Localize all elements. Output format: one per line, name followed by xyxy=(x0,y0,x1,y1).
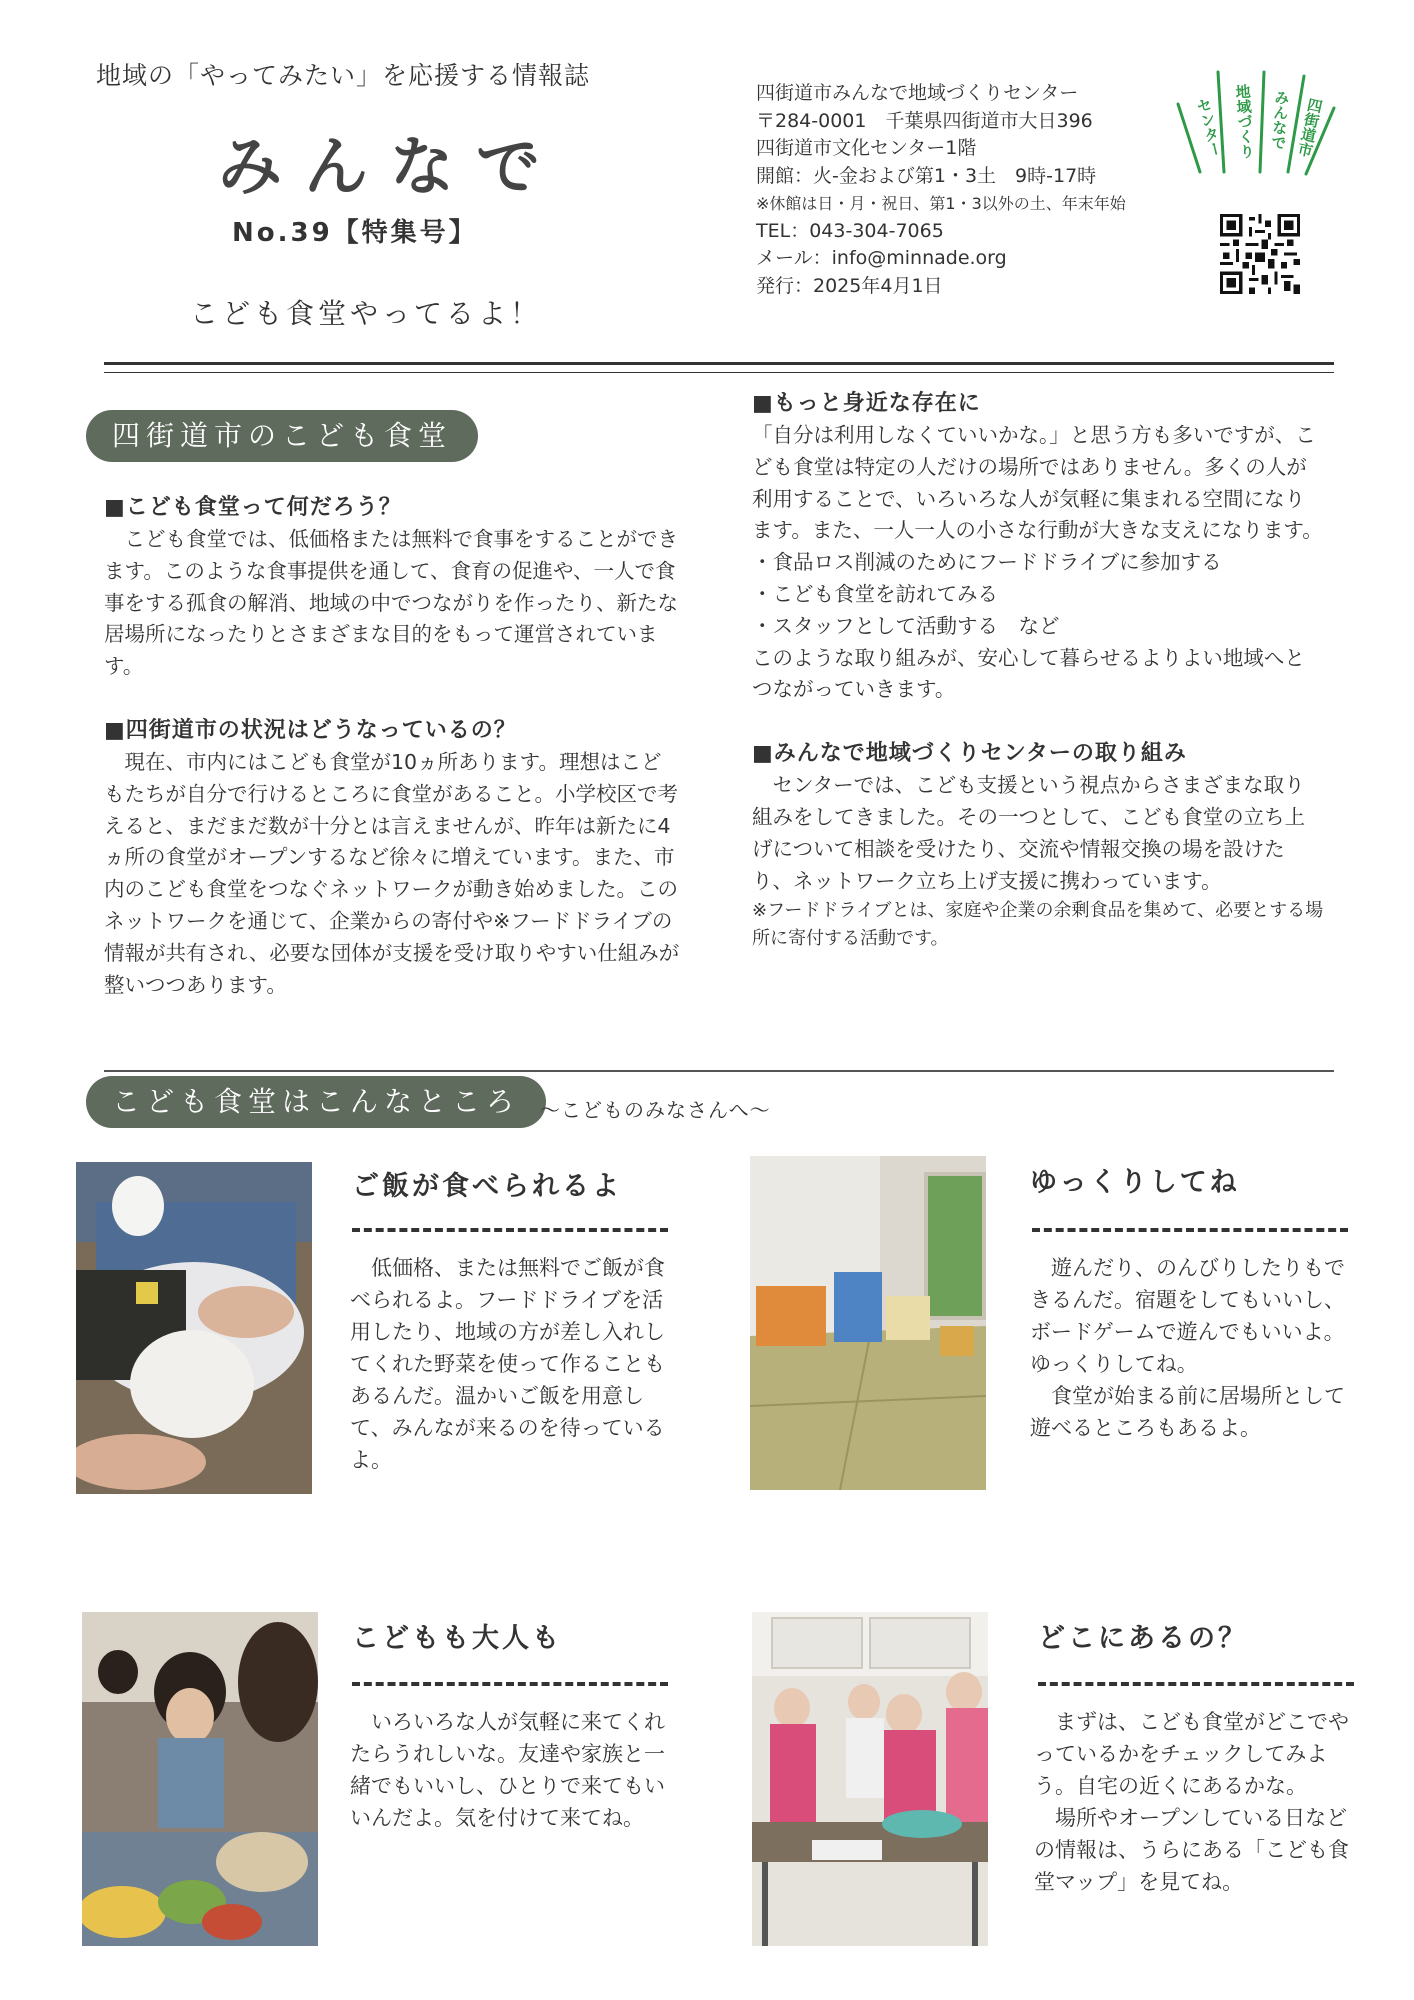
center-hours: 開館：火-金および第1・3土 9時-17時 xyxy=(756,164,1097,187)
box-text: 場所やオープンしている日などの情報は、うらにある「こども食堂マップ」を見てね。 xyxy=(1034,1806,1349,1894)
photo-staff-kitchen xyxy=(752,1612,988,1946)
center-address: 〒284-0001 千葉県四街道市大日396 xyxy=(756,109,1093,132)
logo-text-2: みんなで xyxy=(1268,89,1291,151)
box-body-eat xyxy=(350,1252,680,1476)
box-text: いろいろな人が気軽に来てくれたらうれしいな。友達や家族と一緒でもいいし、ひとりで来てもいいんだよ。気を付けて来てね。 xyxy=(350,1710,665,1830)
photo-children-food xyxy=(82,1612,318,1946)
published-date: 発行：2025年4月1日 xyxy=(756,274,943,297)
list-item: ・こども食堂を訪れてみる xyxy=(752,581,998,606)
section-title-kodomo-shokudo: 四街道市のこども食堂 xyxy=(86,410,478,462)
tagline: 地域の「やってみたい」を応援する情報誌 xyxy=(96,61,591,90)
section-subtitle: ～こどものみなさんへ～ xyxy=(540,1098,771,1122)
body-closer: 「自分は利用しなくていいかな。」と思う方も多いですが、こども食堂は特定の人だけの場所ではありません。多くの人が利用することで、いろいろな人が気軽に集まれる空間になります。また、一人一人の小さな行動が大きな支えになります。 xyxy=(752,423,1323,543)
photo-rice-balls xyxy=(76,1162,312,1494)
body-center-efforts: センターでは、こども支援という視点からさまざまな取り組みをしてきました。その一つとして、こども食堂の立ち上げについて相談を受けたり、交流や情報交換の場を設けたり、ネットワーク立ち上げ支援に携わっています。 xyxy=(752,773,1306,893)
feature-headline: こども食堂やってるよ！ xyxy=(190,297,543,330)
left-column xyxy=(104,492,680,1001)
header-divider-thin xyxy=(104,372,1334,373)
center-info xyxy=(756,80,1126,300)
body-closer-end: このような取り組みが、安心して暮らせるよりよい地域へとつながっていきます。 xyxy=(752,645,1305,702)
qr-code-icon[interactable] xyxy=(1220,214,1300,294)
box-text: 食堂が始まる前に居場所として遊べるところもあるよ。 xyxy=(1030,1384,1345,1440)
box-heading-where: どこにあるの？ xyxy=(1038,1623,1248,1654)
center-closed-days: ※休館は日・月・祝日、第1・3以外の土、年末年始 xyxy=(756,194,1126,213)
body-what-is: こども食堂では、低価格または無料で食事をすることができます。このような食事提供を通して、食育の促進や、一人で食事をする孤食の解消、地域の中でつながりを作ったり、新たな居場所になったりとさまざまな目的をもって運営されています。 xyxy=(104,527,678,679)
heading-city-status: ■四街道市の状況はどうなっているの？ xyxy=(104,717,517,743)
list-item: ・スタッフとして活動する など xyxy=(752,613,1060,638)
center-name: 四街道市みんなで地域づくりセンター xyxy=(756,82,1079,104)
box-body-where xyxy=(1034,1706,1364,1898)
box-heading-everyone: こどもも大人も xyxy=(352,1623,562,1654)
dashed-divider xyxy=(352,1228,668,1232)
heading-what-is: ■こども食堂って何だろう？ xyxy=(104,495,402,520)
logo-text-1: 四街道市 xyxy=(1294,96,1325,159)
box-text: 遊んだり、のんびりしたりもできるんだ。宿題をしてもいいし、ボードゲームで遊んでもいいよ。ゆっくりしてね。 xyxy=(1030,1256,1345,1376)
center-tel: TEL：043-304-7065 xyxy=(756,219,944,242)
list-item: ・食品ロス削減のためにフードドライブに参加する xyxy=(752,550,1222,575)
section-divider xyxy=(104,1070,1334,1072)
food-drive-note: ※フードドライブとは、家庭や企業の余剰食品を集めて、必要とする場所に寄付する活動です。 xyxy=(752,900,1324,950)
heading-center-efforts: ■みんなで地域づくりセンターの取り組み xyxy=(752,741,1187,767)
dashed-divider xyxy=(352,1682,668,1686)
center-building: 四街道市文化センター1階 xyxy=(756,137,977,159)
section-title-like-this: こども食堂はこんなところ xyxy=(86,1076,546,1128)
box-heading-eat: ご飯が食べられるよ xyxy=(352,1171,622,1202)
photo-play-room xyxy=(750,1156,986,1490)
box-text: 低価格、または無料でご飯が食べられるよ。フードドライブを活用したり、地域の方が差し入れしてくれた野菜を使って作ることもあるんだ。温かいご飯を用意して、みんなが来るのを待っているよ。 xyxy=(350,1256,665,1472)
newsletter-title: みんなで xyxy=(218,131,562,205)
center-mail[interactable]: メール：info@minnade.org xyxy=(756,247,1007,269)
heading-closer: ■もっと身近な存在に xyxy=(752,391,981,416)
issue-number: No.39【特集号】 xyxy=(232,218,478,248)
center-logo-icon xyxy=(1176,68,1336,178)
body-city-status: 現在、市内にはこども食堂が10ヵ所あります。理想はこどもたちが自分で行けるところに食堂があること。小学校区で考えると、まだまだ数が十分とは言えませんが、昨年は新たに4ヵ所の食堂がオープンするなど徐々に増えています。また、市内のこども食堂をつなぐネットワークが動き始めました。このネットワークを通じて、企業からの寄付や※フードドライブの情報が共有され、必要な団体が支援を受け取りやすい仕組みが整いつつあります。 xyxy=(104,749,680,997)
dashed-divider xyxy=(1038,1682,1354,1686)
logo-text-4: センター xyxy=(1193,95,1226,159)
box-text: まずは、こども食堂がどこでやっているかをチェックしてみよう。自宅の近くにあるかな。 xyxy=(1034,1710,1349,1798)
dashed-divider xyxy=(1032,1228,1348,1232)
box-body-relax xyxy=(1030,1252,1360,1444)
box-heading-relax: ゆっくりしてね xyxy=(1030,1167,1240,1198)
logo-text-3: 地域づくり xyxy=(1233,83,1257,160)
right-column xyxy=(752,388,1324,953)
box-body-everyone xyxy=(350,1706,680,1834)
header-divider xyxy=(104,362,1334,365)
